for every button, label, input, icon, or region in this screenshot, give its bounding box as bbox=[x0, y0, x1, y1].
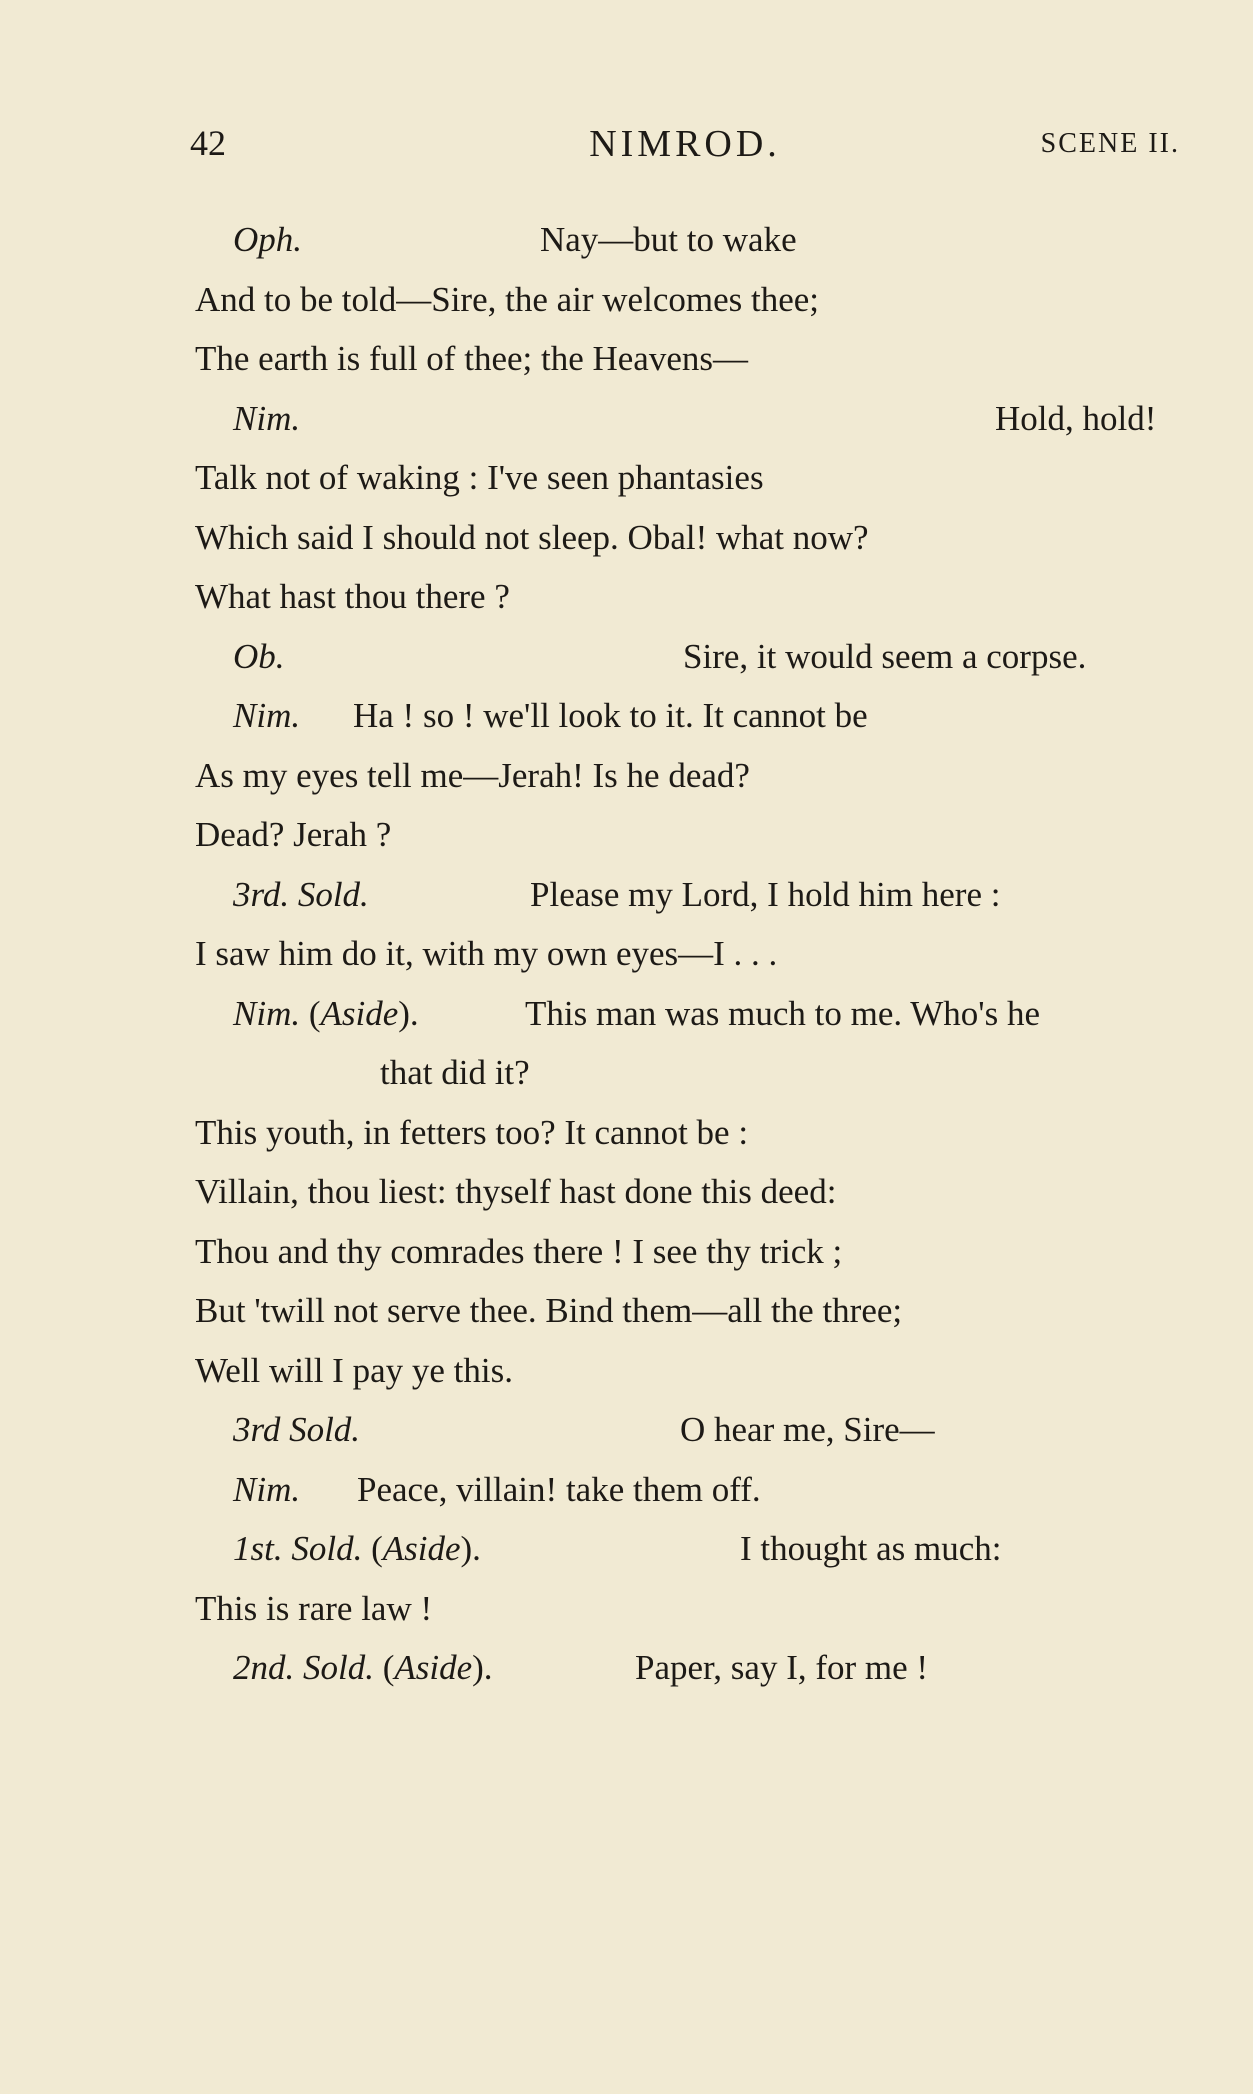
verse-line bbox=[195, 627, 1205, 687]
verse-line bbox=[195, 448, 1205, 508]
verse-line bbox=[195, 508, 1205, 568]
line-text: And to be told—Sire, the air welcomes thee; bbox=[195, 279, 820, 319]
line-text: As my eyes tell me—Jerah! Is he dead? bbox=[195, 755, 750, 795]
line-text: This youth, in fetters too? It cannot be : bbox=[195, 1112, 749, 1152]
line-text: Talk not of waking : I've seen phantasies bbox=[195, 458, 764, 497]
line-text: Nay—but to wake bbox=[540, 220, 797, 259]
verse-line bbox=[195, 1460, 1205, 1520]
close-paren: ). bbox=[398, 993, 419, 1033]
speaker-stage-direction bbox=[233, 1638, 493, 1698]
line-text: I thought as much: bbox=[740, 1529, 1002, 1568]
page-title: NIMROD. bbox=[589, 123, 781, 165]
verse-line bbox=[195, 1043, 1205, 1103]
line-text: But 'twill not serve thee. Bind them—all the three; bbox=[195, 1291, 903, 1330]
verse-line bbox=[195, 1162, 1205, 1222]
close-paren: ). bbox=[460, 1529, 481, 1568]
verse-line bbox=[195, 865, 1205, 925]
verse-line bbox=[195, 805, 1205, 865]
speaker-name: Nim. bbox=[233, 1469, 301, 1509]
verse-line bbox=[195, 1341, 1205, 1401]
open-paren: ( bbox=[308, 993, 321, 1033]
verse-line bbox=[195, 686, 1205, 746]
speaker-name: 3rd. Sold. bbox=[233, 874, 369, 914]
stage-direction: Aside bbox=[320, 993, 399, 1033]
line-text: that did it? bbox=[380, 1053, 530, 1092]
verse-line bbox=[195, 210, 1205, 270]
verse-line bbox=[195, 1400, 1205, 1460]
stage-direction: Aside bbox=[382, 1529, 461, 1568]
line-text: The earth is full of thee; the Heavens— bbox=[195, 339, 748, 378]
line-text: Which said I should not sleep. Obal! what now? bbox=[195, 517, 869, 557]
verse-line bbox=[195, 1638, 1205, 1698]
verse-line bbox=[195, 1519, 1205, 1579]
line-text: This man was much to me. Who's he bbox=[525, 993, 1041, 1033]
line-text: Thou and thy comrades there ! I see thy trick ; bbox=[195, 1231, 843, 1271]
running-header bbox=[190, 122, 1180, 172]
line-text: O hear me, Sire— bbox=[680, 1410, 935, 1449]
verse-line bbox=[195, 1281, 1205, 1341]
verse-line bbox=[195, 984, 1205, 1044]
line-text: What hast thou there ? bbox=[195, 577, 510, 616]
speaker-name: Oph. bbox=[233, 220, 303, 259]
verse-line bbox=[195, 1222, 1205, 1282]
speaker-name: 1st. Sold. bbox=[233, 1529, 363, 1568]
open-paren: ( bbox=[382, 1648, 395, 1687]
speaker-stage-direction bbox=[233, 984, 419, 1044]
close-paren: ). bbox=[472, 1648, 493, 1687]
page-number: 42 bbox=[190, 123, 226, 163]
line-text: Sire, it would seem a corpse. bbox=[683, 636, 1087, 676]
line-text: Well will I pay ye this. bbox=[195, 1350, 513, 1390]
speaker-name: Nim. bbox=[233, 398, 301, 438]
line-text: This is rare law ! bbox=[195, 1588, 433, 1628]
open-paren: ( bbox=[371, 1529, 383, 1568]
scene-label: SCENE II. bbox=[1040, 128, 1180, 159]
verse-line bbox=[195, 567, 1205, 627]
speaker-name: 3rd Sold. bbox=[233, 1410, 361, 1449]
line-text: Ha ! so ! we'll look to it. It cannot be bbox=[353, 696, 868, 735]
speaker-name: Nim. bbox=[233, 993, 301, 1033]
verse-line bbox=[195, 389, 1205, 449]
verse-line bbox=[195, 924, 1205, 984]
line-text: Peace, villain! take them off. bbox=[357, 1469, 761, 1509]
verse-line bbox=[195, 270, 1205, 330]
line-text: Villain, thou liest: thyself hast done this deed: bbox=[195, 1172, 837, 1211]
line-text: I saw him do it, with my own eyes—I . . . bbox=[195, 934, 778, 973]
speaker-name: 2nd. Sold. bbox=[233, 1648, 374, 1687]
verse-line bbox=[195, 1103, 1205, 1163]
verse-line bbox=[195, 1579, 1205, 1639]
speaker-stage-direction bbox=[233, 1519, 481, 1579]
line-text: Paper, say I, for me ! bbox=[635, 1648, 929, 1687]
line-text: Dead? Jerah ? bbox=[195, 815, 392, 854]
verse-line bbox=[195, 329, 1205, 389]
speaker-name: Nim. bbox=[233, 696, 301, 735]
stage-direction: Aside bbox=[394, 1648, 473, 1687]
line-text: Please my Lord, I hold him here : bbox=[530, 874, 1001, 914]
verse-line bbox=[195, 746, 1205, 806]
line-text: Hold, hold! bbox=[995, 398, 1157, 438]
speaker-name: Ob. bbox=[233, 636, 285, 676]
play-text bbox=[195, 210, 1205, 1698]
